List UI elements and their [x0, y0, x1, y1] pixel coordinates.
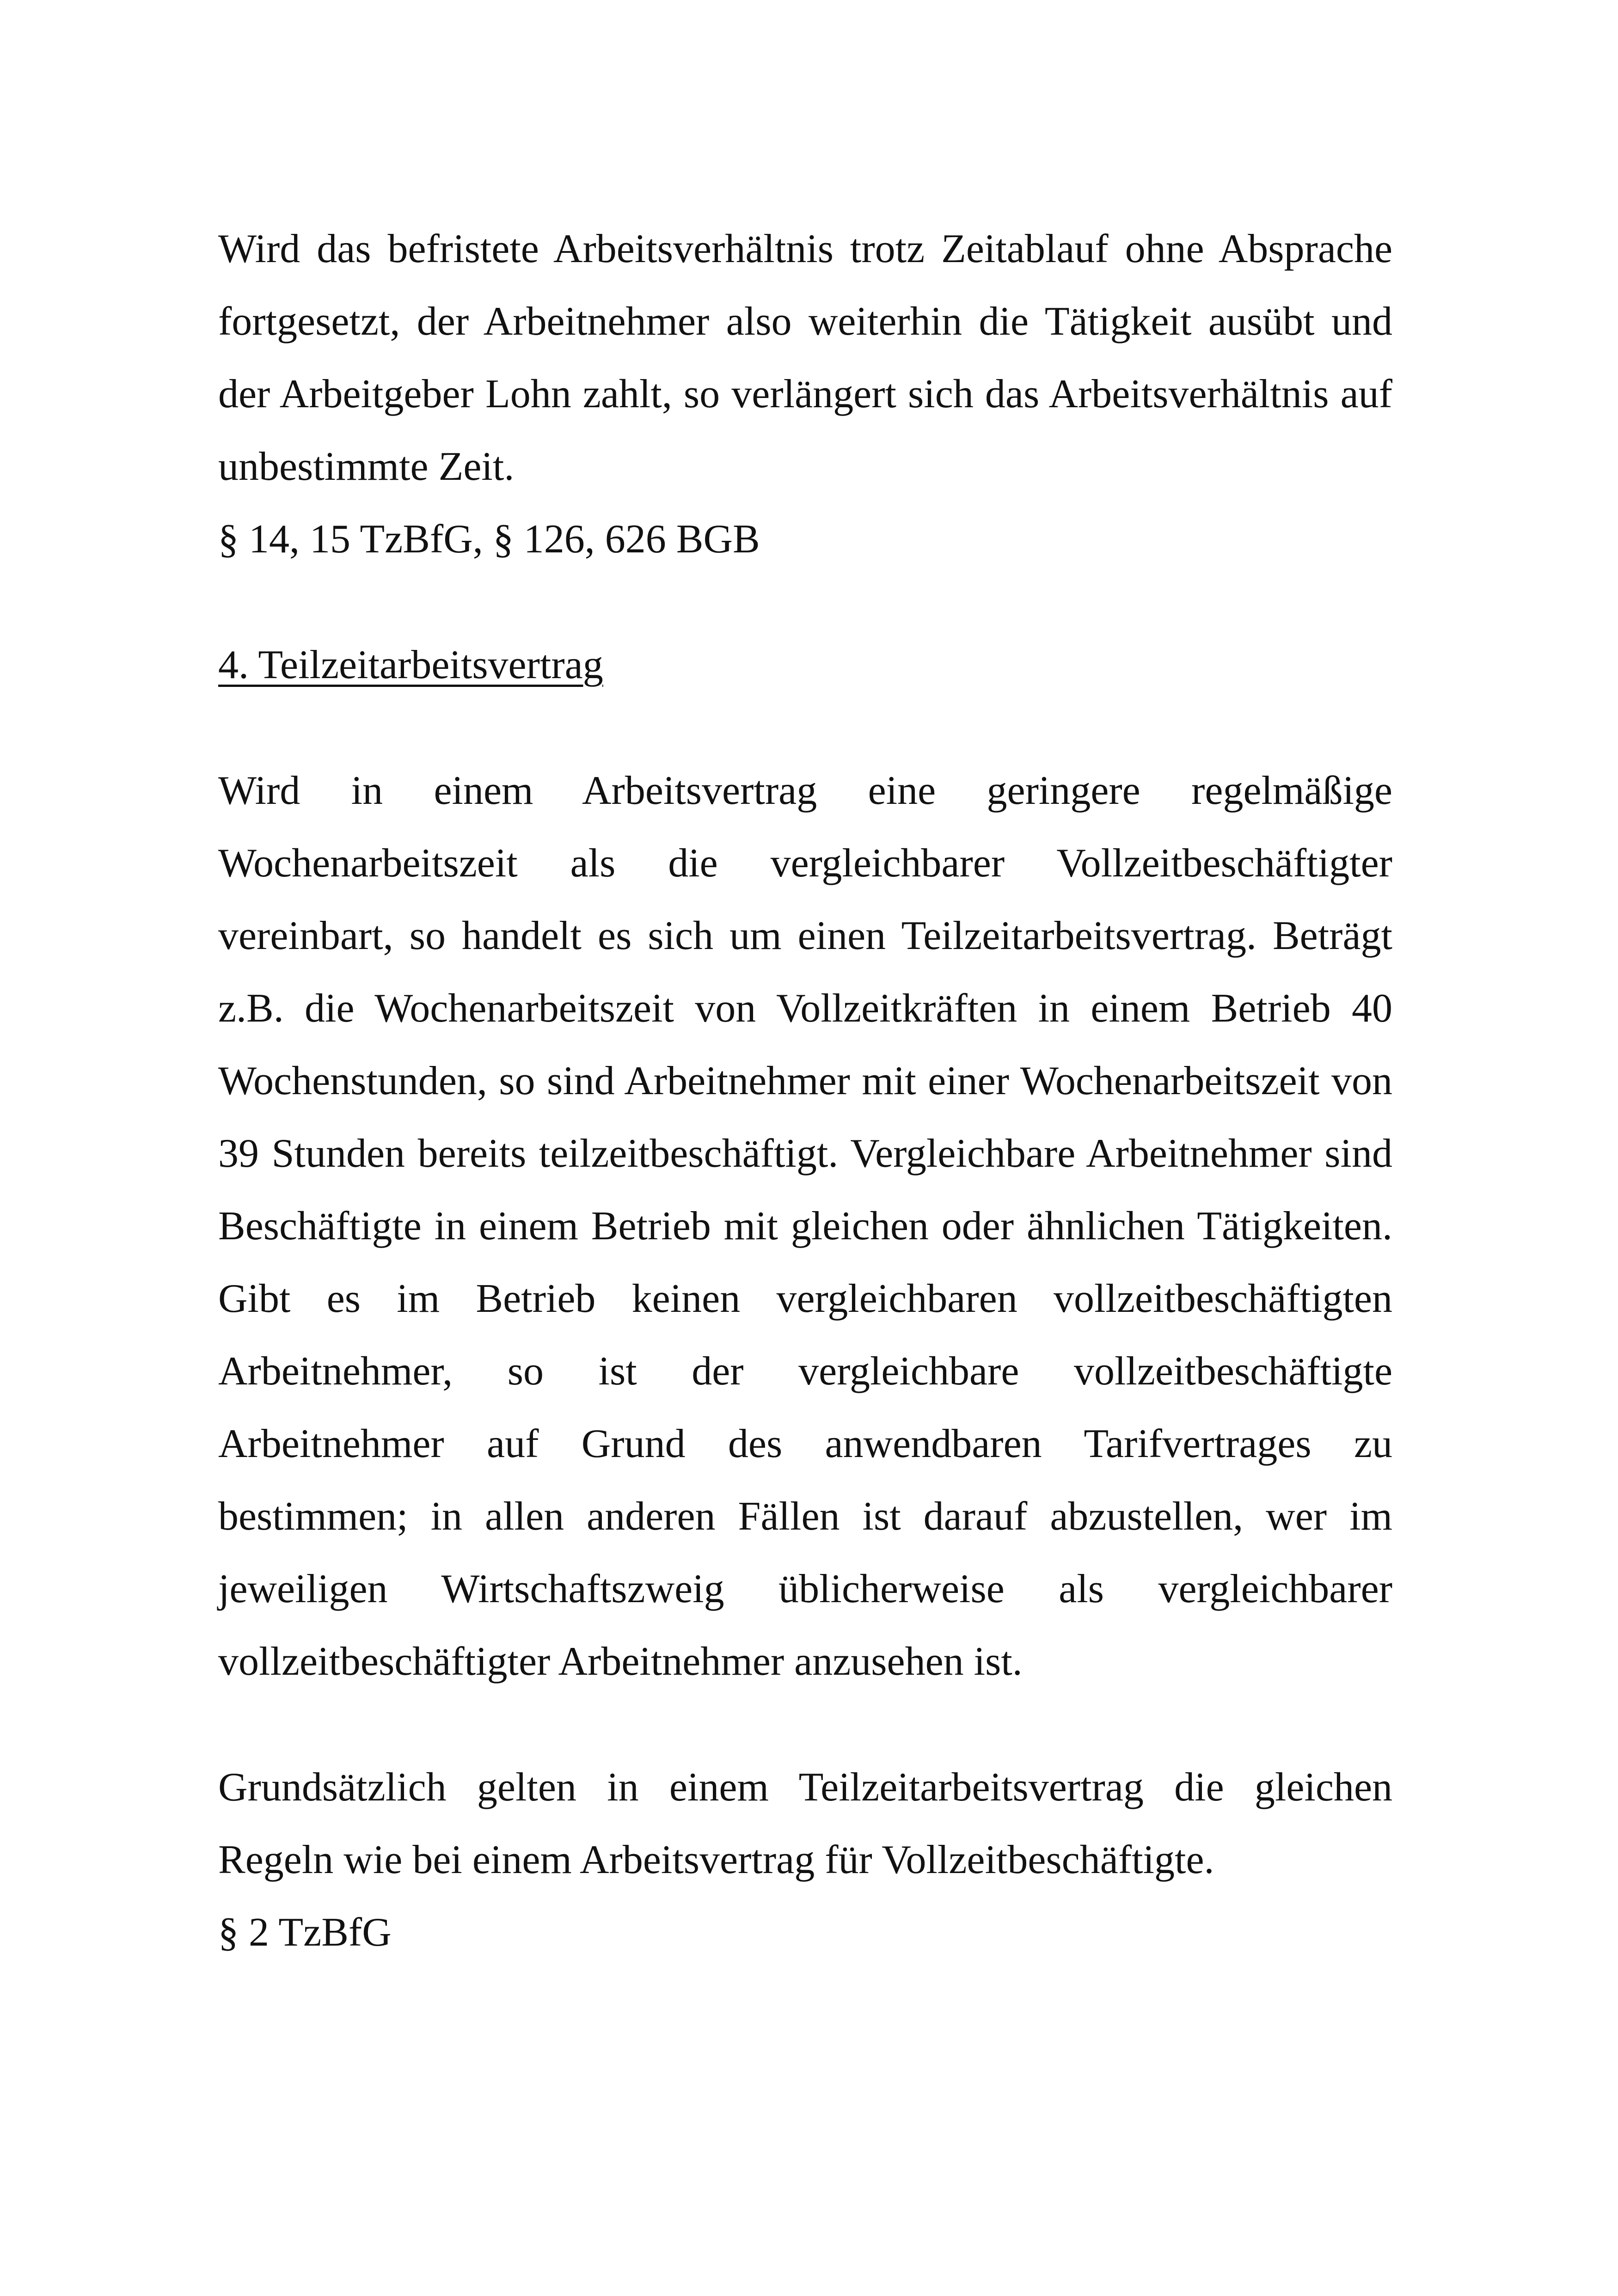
legal-reference-tzbfg: § 2 TzBfG	[218, 1910, 392, 1955]
spacer	[218, 701, 1392, 754]
section-heading-teilzeitarbeitsvertrag: 4. Teilzeitarbeitsvertrag	[218, 643, 603, 687]
paragraph-fixed-term-continuation: Wird das befristete Arbeitsverhältnis trotz Zeitablauf ohne Absprache fortgesetzt, der Arbeitnehmer also weiterhin die Tätigkeit ausübt und der Arbeitgeber Lohn zahlt, so verlängert sich das Arbeitsverhältnis auf unbestimmte Zeit.	[218, 227, 1392, 489]
paragraph-part-time-definition: Wird in einem Arbeitsvertrag eine geringere regelmäßige Wochenarbeitszeit als die vergleichbarer Vollzeitbeschäftigter vereinbart, so handelt es sich um einen Teilzeitarbeitsvertrag. Beträgt z.B. die Wochenarbeitszeit von Vollzeitkräften in einem Betrieb 40 Wochenstunden, so sind Arbeitnehmer mit einer Wochenarbeitszeit von 39 Stunden bereits teilzeitbeschäftigt. Vergleichbare Arbeitnehmer sind Beschäftigte in einem Betrieb mit gleichen oder ähnlichen Tätigkeiten. Gibt es im Betrieb keinen vergleichbaren vollzeitbeschäftigten Arbeitnehmer, so ist der vergleichbare vollzeitbeschäftigte Arbeitnehmer auf Grund des anwendbaren Tarifvertrages zu bestimmen; in allen anderen Fällen ist darauf abzustellen, wer im jeweiligen Wirtschaftszweig üblicherweise als vergleichbarer vollzeitbeschäftigter Arbeitnehmer anzusehen ist.	[218, 768, 1392, 1684]
spacer	[218, 1698, 1392, 1751]
legal-reference-tzbfg-bgb: § 14, 15 TzBfG, § 126, 626 BGB	[218, 517, 760, 562]
paragraph-equal-rules: Grundsätzlich gelten in einem Teilzeitarbeitsvertrag die gleichen Regeln wie bei einem Arbeitsvertrag für Vollzeitbeschäftigte.	[218, 1765, 1392, 1882]
spacer	[218, 576, 1392, 629]
document-body	[218, 213, 1392, 1969]
